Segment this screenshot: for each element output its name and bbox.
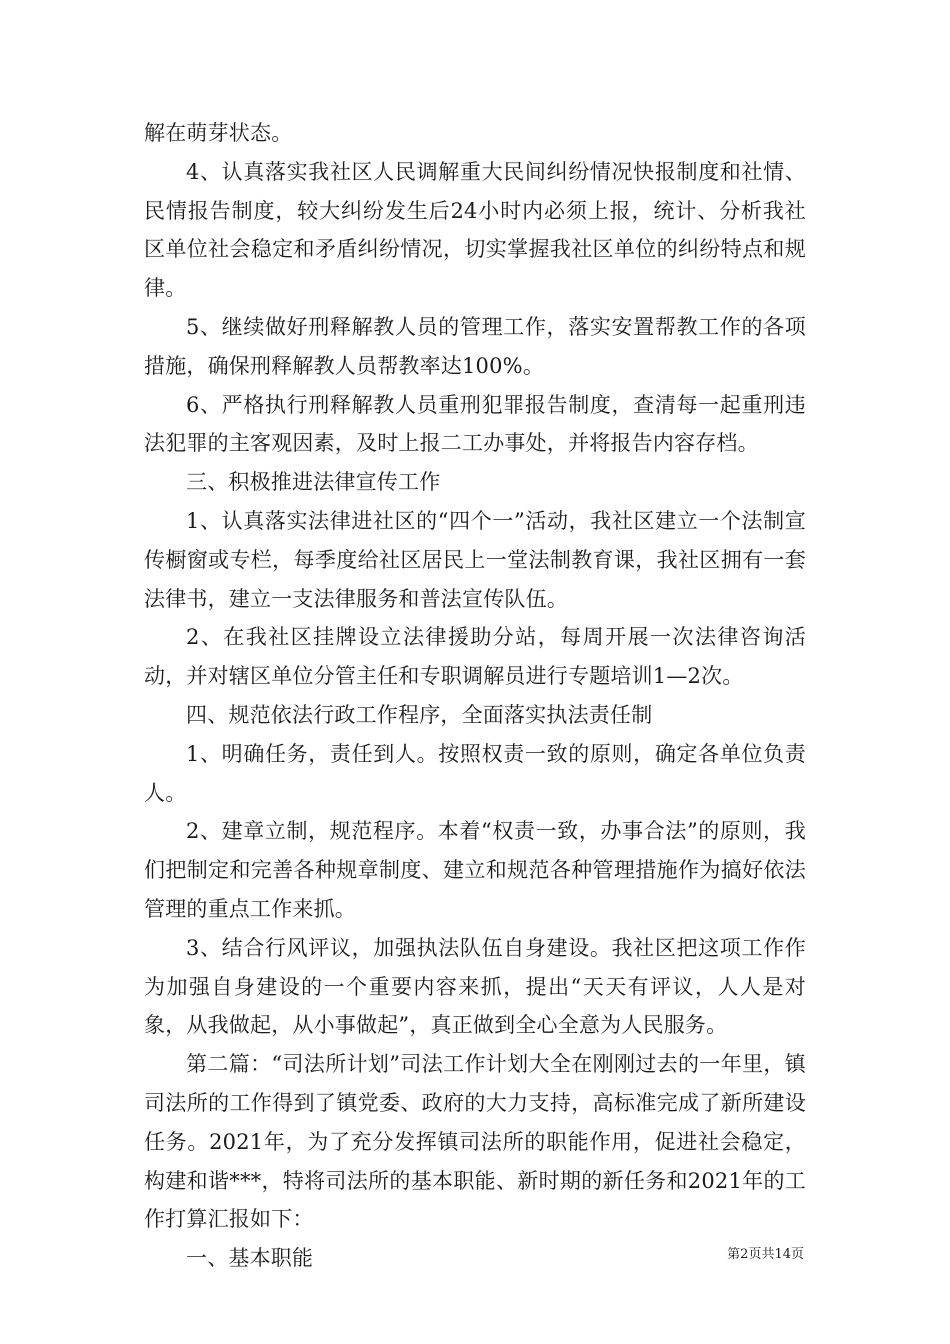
document-body — [144, 114, 806, 1278]
paragraph: 1、认真落实法律进社区的“四个一”活动，我社区建立一个法制宣传橱窗或专栏，每季度给社区居民上一堂法制教育课，我社区拥有一套法律书，建立一支法律服务和普法宣传队伍。 — [144, 508, 806, 611]
paragraph: 第二篇：“司法所计划”司法工作计划大全在刚刚过去的一年里，镇司法所的工作得到了镇党委、政府的大力支持，高标准完成了新所建设任务。2021年，为了充分发挥镇司法所的职能作用，促进社会稳定，构建和谐***，特将司法所的基本职能、新时期的新任务和2021年的工作打算汇报如下： — [144, 1052, 806, 1232]
section-heading: 四、规范依法行政工作程序，全面落实执法责任制 — [186, 702, 653, 727]
paragraph: 1、明确任务，责任到人。按照权责一致的原则，确定各单位负责人。 — [144, 741, 806, 805]
paragraph: 2、在我社区挂牌设立法律援助分站，每周开展一次法律咨询活动，并对辖区单位分管主任和专职调解员进行专题培训1—2次。 — [144, 625, 806, 689]
paragraph: 3、结合行风评议，加强执法队伍自身建设。我社区把这项工作作为加强自身建设的一个重要内容来抓，提出“天天有评议，人人是对象，从我做起，从小事做起”，真正做到全心全意为人民服务。 — [144, 935, 806, 1038]
paragraph: 4、认真落实我社区人民调解重大民间纠纷情况快报制度和社情、民情报告制度，较大纠纷发生后24小时内必须上报，统计、分析我社区单位社会稳定和矛盾纠纷情况，切实掌握我社区单位的纠纷特点和规律。 — [144, 159, 806, 301]
section-heading: 一、基本职能 — [186, 1246, 314, 1271]
paragraph: 2、建章立制，规范程序。本着“权责一致，办事合法”的原则，我们把制定和完善各种规章制度、建立和规范各种管理措施作为搞好依法管理的重点工作来抓。 — [144, 819, 806, 921]
paragraph: 解在萌芽状态。 — [144, 121, 293, 145]
page-number: 第2页共14页 — [727, 1247, 804, 1262]
section-heading: 三、积极推进法律宣传工作 — [186, 470, 441, 495]
paragraph: 5、继续做好刑释解教人员的管理工作，落实安置帮教工作的各项措施，确保刑释解教人员帮教率达100%。 — [144, 314, 806, 378]
paragraph: 6、严格执行刑释解教人员重刑犯罪报告制度，查清每一起重刑违法犯罪的主客观因素，及时上报二工办事处，并将报告内容存档。 — [144, 392, 806, 456]
